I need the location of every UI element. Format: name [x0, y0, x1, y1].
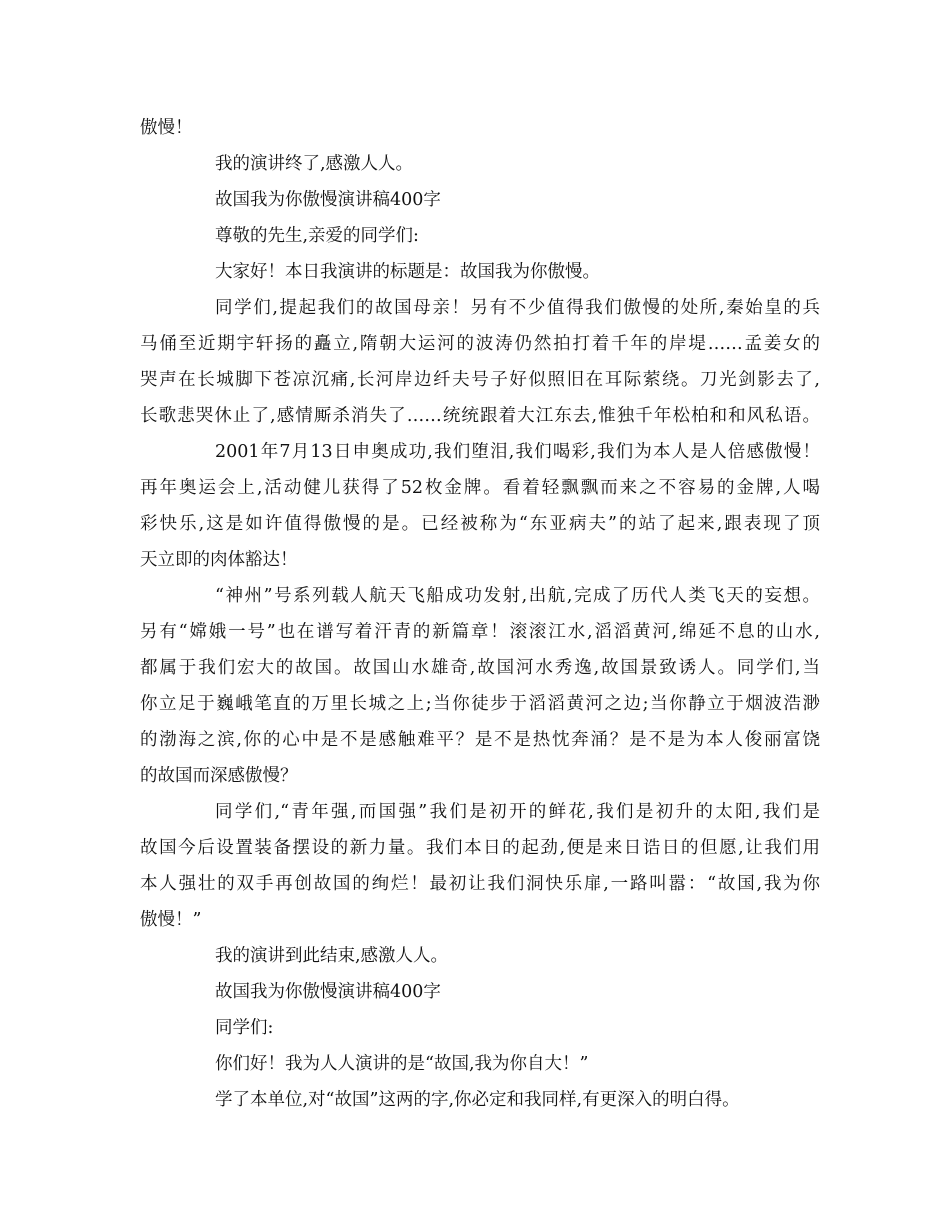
text-line: 同学们,提起我们的故国母亲！另有不少值得我们傲慢的处所,秦始皇的兵	[215, 298, 820, 318]
text-line: 2001年7月13日申奥成功,我们堕泪,我们喝彩,我们为本人是人倍感傲慢！	[215, 442, 820, 462]
text-line: 本人强壮的双手再创故国的绚烂！最初让我们洞快乐扉,一路叫嚣：“故国,我为你	[140, 874, 820, 894]
text-line: 故国今后设置装备摆设的新力量。我们本日的起劲,便是来日诰日的但愿,让我们用	[140, 838, 820, 858]
text-line: 天立即的肉体豁达！	[140, 550, 298, 570]
text-line: 傲慢！	[140, 118, 193, 138]
text-line: 长歌悲哭休止了,感情厮杀消失了……统统跟着大江东去,惟独千年松柏和和风私语。	[140, 406, 820, 426]
text-line: 的渤海之滨,你的心中是不是感触难平？是不是热忱奔涌？是不是为本人俊丽富饶	[140, 730, 820, 750]
text-line: 哭声在长城脚下苍凉沉痛,长河岸边纤夫号子好似照旧在耳际萦绕。刀光剑影去了,	[140, 370, 820, 390]
text-line: 彩快乐,这是如许值得傲慢的是。已经被称为“东亚病夫”的站了起来,跟表现了顶	[140, 514, 820, 534]
text-line: 你们好！我为人人演讲的是“故国,我为你自大！”	[215, 1054, 589, 1074]
text-line: 我的演讲到此结束,感激人人。	[215, 946, 449, 966]
text-line: 学了本单位,对“故国”这两的字,你必定和我同样,有更深入的明白得。	[215, 1090, 740, 1110]
text-line: 另有“嫦娥一号”也在谱写着汗青的新篇章！滚滚江水,滔滔黄河,绵延不息的山水,	[140, 622, 820, 642]
text-line: 故国我为你傲慢演讲稿400字	[215, 982, 441, 1002]
document-body	[140, 110, 820, 1118]
text-line: “神州”号系列载人航天飞船成功发射,出航,完成了历代人类飞天的妄想。	[215, 586, 820, 606]
text-line: 同学们,“青年强,而国强”我们是初开的鲜花,我们是初升的太阳,我们是	[215, 802, 820, 822]
text-line: 你立足于巍峨笔直的万里长城之上;当你徒步于滔滔黄河之边;当你静立于烟波浩渺	[140, 694, 820, 714]
text-line: 故国我为你傲慢演讲稿400字	[215, 190, 441, 210]
text-line: 马俑至近期宇轩扬的矗立,隋朝大运河的波涛仍然拍打着千年的岸堤……孟姜女的	[140, 334, 820, 354]
text-line: 尊敬的先生,亲爱的同学们:	[215, 226, 419, 246]
text-line: 的故国而深感傲慢？	[140, 766, 298, 786]
text-line: 傲慢！”	[140, 910, 202, 930]
text-line: 同学们:	[215, 1018, 274, 1038]
text-line: 再年奥运会上,活动健儿获得了52枚金牌。看着轻飘飘而来之不容易的金牌,人喝	[140, 478, 820, 498]
text-line: 我的演讲终了,感激人人。	[215, 154, 414, 174]
text-line: 都属于我们宏大的故国。故国山水雄奇,故国河水秀逸,故国景致诱人。同学们,当	[140, 658, 820, 678]
text-line: 大家好！本日我演讲的标题是：故国我为你傲慢。	[215, 262, 600, 282]
